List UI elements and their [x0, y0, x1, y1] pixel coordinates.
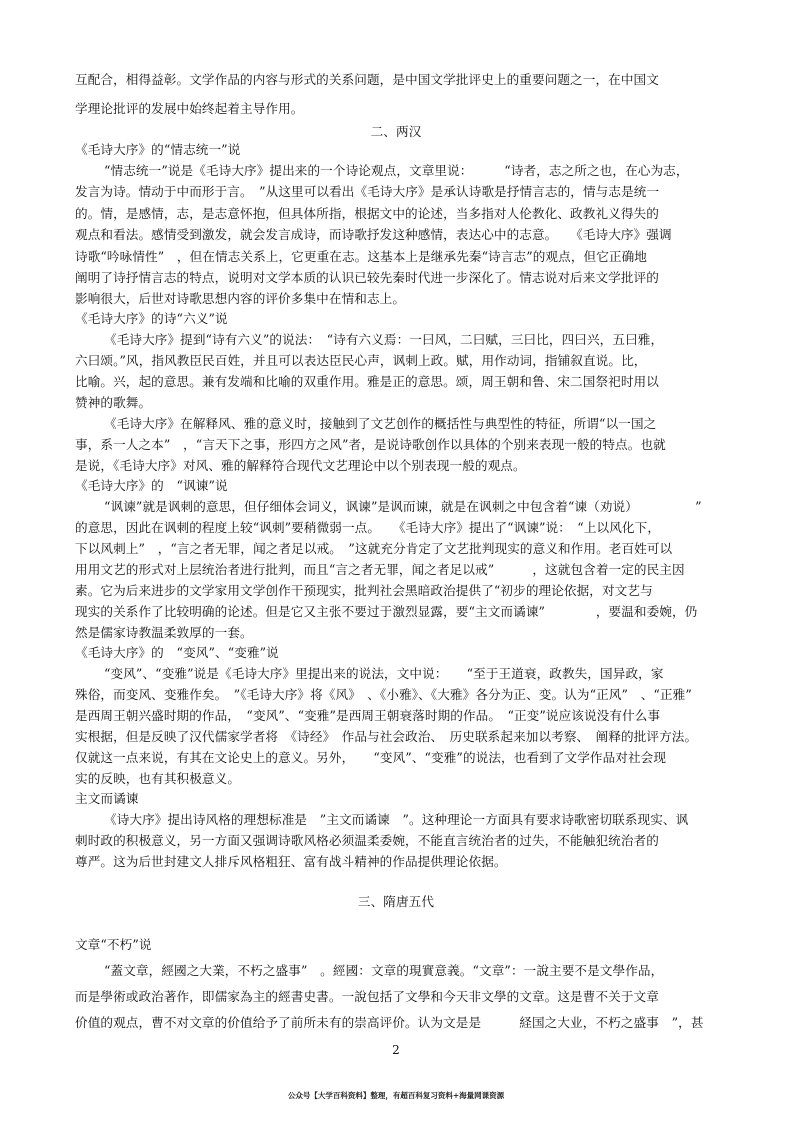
text-line-41: “蓋文章，經國之大業，不朽之盛事” 。經國：文章的現實意義。“文章”：一說主要不是文學作品，	[104, 963, 664, 978]
subheading-zhuwen: 主文而谲谏	[75, 791, 139, 806]
text-line-24: 用用文艺的形式对上层统治者进行批判，而且“言之者无罪，闻之者足以戒” ，这就包含着一定的民主因	[75, 562, 685, 577]
text-line-11: 影响很大，后世对诗歌思想内容的评价多集中在情和志上。	[75, 291, 406, 306]
subheading-bianfeng: 《毛诗大序》的 “变风”、“变雅”说	[75, 645, 279, 660]
text-line-34: 实的反映，也有其积极意义。	[75, 771, 241, 786]
text-line-6: 发言为诗。情动于中而形于言。 ”从这里可以看出《毛诗大序》是承认诗歌是抒情言志的，情与志是统一	[75, 184, 660, 199]
footer-note: 公众号【大学百科资料】整理，有超百科复习资料+海量网课资源	[287, 1091, 505, 1100]
text-line-37: 刺时政的积极意义，另一方面又强调诗歌风格必须温柔委婉，不能直言统治者的过失，不能触犯统治者的	[75, 833, 659, 848]
text-line-42: 而是學術或政治著作，即儒家為主的經書史書。一說包括了文學和今天非文學的文章。这是曹不关于文章	[75, 989, 659, 1004]
subheading-fengjian: 《毛诗大序》的 “讽谏”说	[75, 478, 228, 493]
text-line-38: 尊严。这为后世封建文人排斥风格粗狂、富有战斗精神的作品提供理论依据。	[75, 854, 507, 869]
text-line-15: 比喻。兴，起的意思。兼有发端和比喻的双重作用。雅是正的意思。颂，周王朝和鲁、宋二国祭祀时用以	[75, 374, 659, 389]
text-line-8: 观点和看法。感情受到激发，就会发言成诗，而诗歌抒发这种感情，表达心中的志意。 《毛诗大序》强调	[75, 227, 672, 242]
text-line-30: 殊俗，而变风、变雅作矣。 ”《毛诗大序》将《风》 、《小雅》、《大雅》各分为正、变。认为“正风” 、“正雅”	[75, 687, 692, 702]
text-line-27: 然是儒家诗教温柔敦厚的一套。	[75, 625, 253, 640]
text-line-36: 《诗大序》提出诗风格的理想标准是 ”主文而谲谏 ”。这种理论一方面具有要求诗歌密切联系现实、讽	[104, 812, 689, 827]
text-line-23: 下以风刺上” ，“言之者无罪，闻之者足以戒。 ”这就充分肯定了文艺批判现实的意义和作用。老百姓可以	[75, 541, 673, 556]
section-heading-han: 二、两汉	[370, 124, 422, 139]
text-line-43: 价值的观点，曹不对文章的价值给予了前所未有的崇高评价。认为文是是 経国之大业，不朽之盛事 ”，甚	[75, 1015, 704, 1030]
text-line-16: 赞神的歌舞。	[75, 395, 152, 410]
subheading-qingzhi: 《毛诗大序》的“情志统一”说	[75, 142, 241, 157]
text-line-1: 互配合，相得益彰。文学作品的内容与形式的关系问题，是中国文学批评史上的重要问题之一，在中国文	[75, 72, 659, 87]
subheading-buxiu: 文章“不朽”说	[75, 937, 152, 952]
text-line-17: 《毛诗大序》在解释风、雅的意义时，接触到了文艺创作的概括性与典型性的特征，所谓“以一国之	[104, 416, 657, 431]
text-line-14: 六曰颂。”风，指风教臣民百姓，并且可以表达臣民心声，讽刺上政。赋，用作动词，指铺叙直说。比，	[75, 353, 647, 368]
text-line-32: 实根据，但是反映了汉代儒家学者将 《诗经》 作品与社会政治、 历史联系起来加以考察、 阐释的批评方法。	[75, 729, 698, 744]
text-line-10: 阐明了诗抒情言志的特点，说明对文学本质的认识已较先秦时代进一步深化了。情志说对后来文学批评的	[75, 270, 659, 285]
text-line-33: 仅就这一点来说，有其在文论史上的意义。另外， “变风”、“变雅”的说法，也看到了文学作品对社会现	[75, 750, 667, 765]
text-line-19: 是说，《毛诗大序》对风、雅的解释符合现代文艺理论中以个别表现一般的观点。	[75, 458, 526, 473]
text-line-18: 事，系一人之本” ，“言天下之事，形四方之风”者，是说诗歌创作以具体的个别来表现一般的特点。也就	[75, 437, 666, 452]
subheading-liuyi: 《毛诗大序》的诗“六义”说	[75, 311, 228, 326]
text-line-7: 的。情，是感情，志，是志意怀抱，但具体所指，根据文中的论述，当多指对人伦教化、政教礼义得失的	[75, 206, 659, 221]
text-line-25: 素。它为后来进步的文学家用文学创作干预现实，批判社会黑暗政治提供了“初步的理论依据，对文艺与	[75, 583, 653, 598]
text-line-29: “变风”、“变雅”说是《毛诗大序》里提出来的说法，文中说： “至于王道衰，政教失，国异政，家	[104, 666, 664, 681]
text-line-9: 诗歌“吟咏情性” ，但在情志关系上，它更重在志。这基本上是继承先秦“诗言志”的观点，但它正确地	[75, 249, 647, 264]
text-line-22: 的意思，因此在讽刺的程度上较“讽刺”要稍微弱一点。 《毛诗大序》提出了“讽谏”说： “上以风化下，	[75, 520, 661, 535]
text-line-5: “情志统一”说是《毛诗大序》提出来的一个诗论观点，文章里说： “诗者，志之所之也，在心为志，	[104, 163, 689, 178]
page-number: 2	[392, 1043, 400, 1057]
text-line-2: 学理论批评的发展中始终起着主导作用。	[75, 101, 304, 116]
text-line-13: 《毛诗大序》提到“诗有六义”的说法： “诗有六义焉：一曰风，二曰赋，三曰比，四曰兴，五曰雅，	[104, 332, 664, 347]
text-line-21: “讽谏”就是讽刺的意思，但仔细体会词义，讽谏”是讽而谏，就是在讽刺之中包含着“谏（劝说） ”	[104, 499, 702, 514]
section-heading-suitang: 三、隋唐五代	[357, 894, 435, 909]
text-line-26: 现实的关系作了比较明确的论述。但是它又主张不要过于激烈显露，要“主文而谲谏” ，要温和委婉，仍	[75, 604, 698, 619]
text-line-31: 是西周王朝兴盛时期的作品， “变风”、“变雅”是西周王朝衰落时期的作品。 “正变”说应该说没有什么事	[75, 708, 661, 723]
